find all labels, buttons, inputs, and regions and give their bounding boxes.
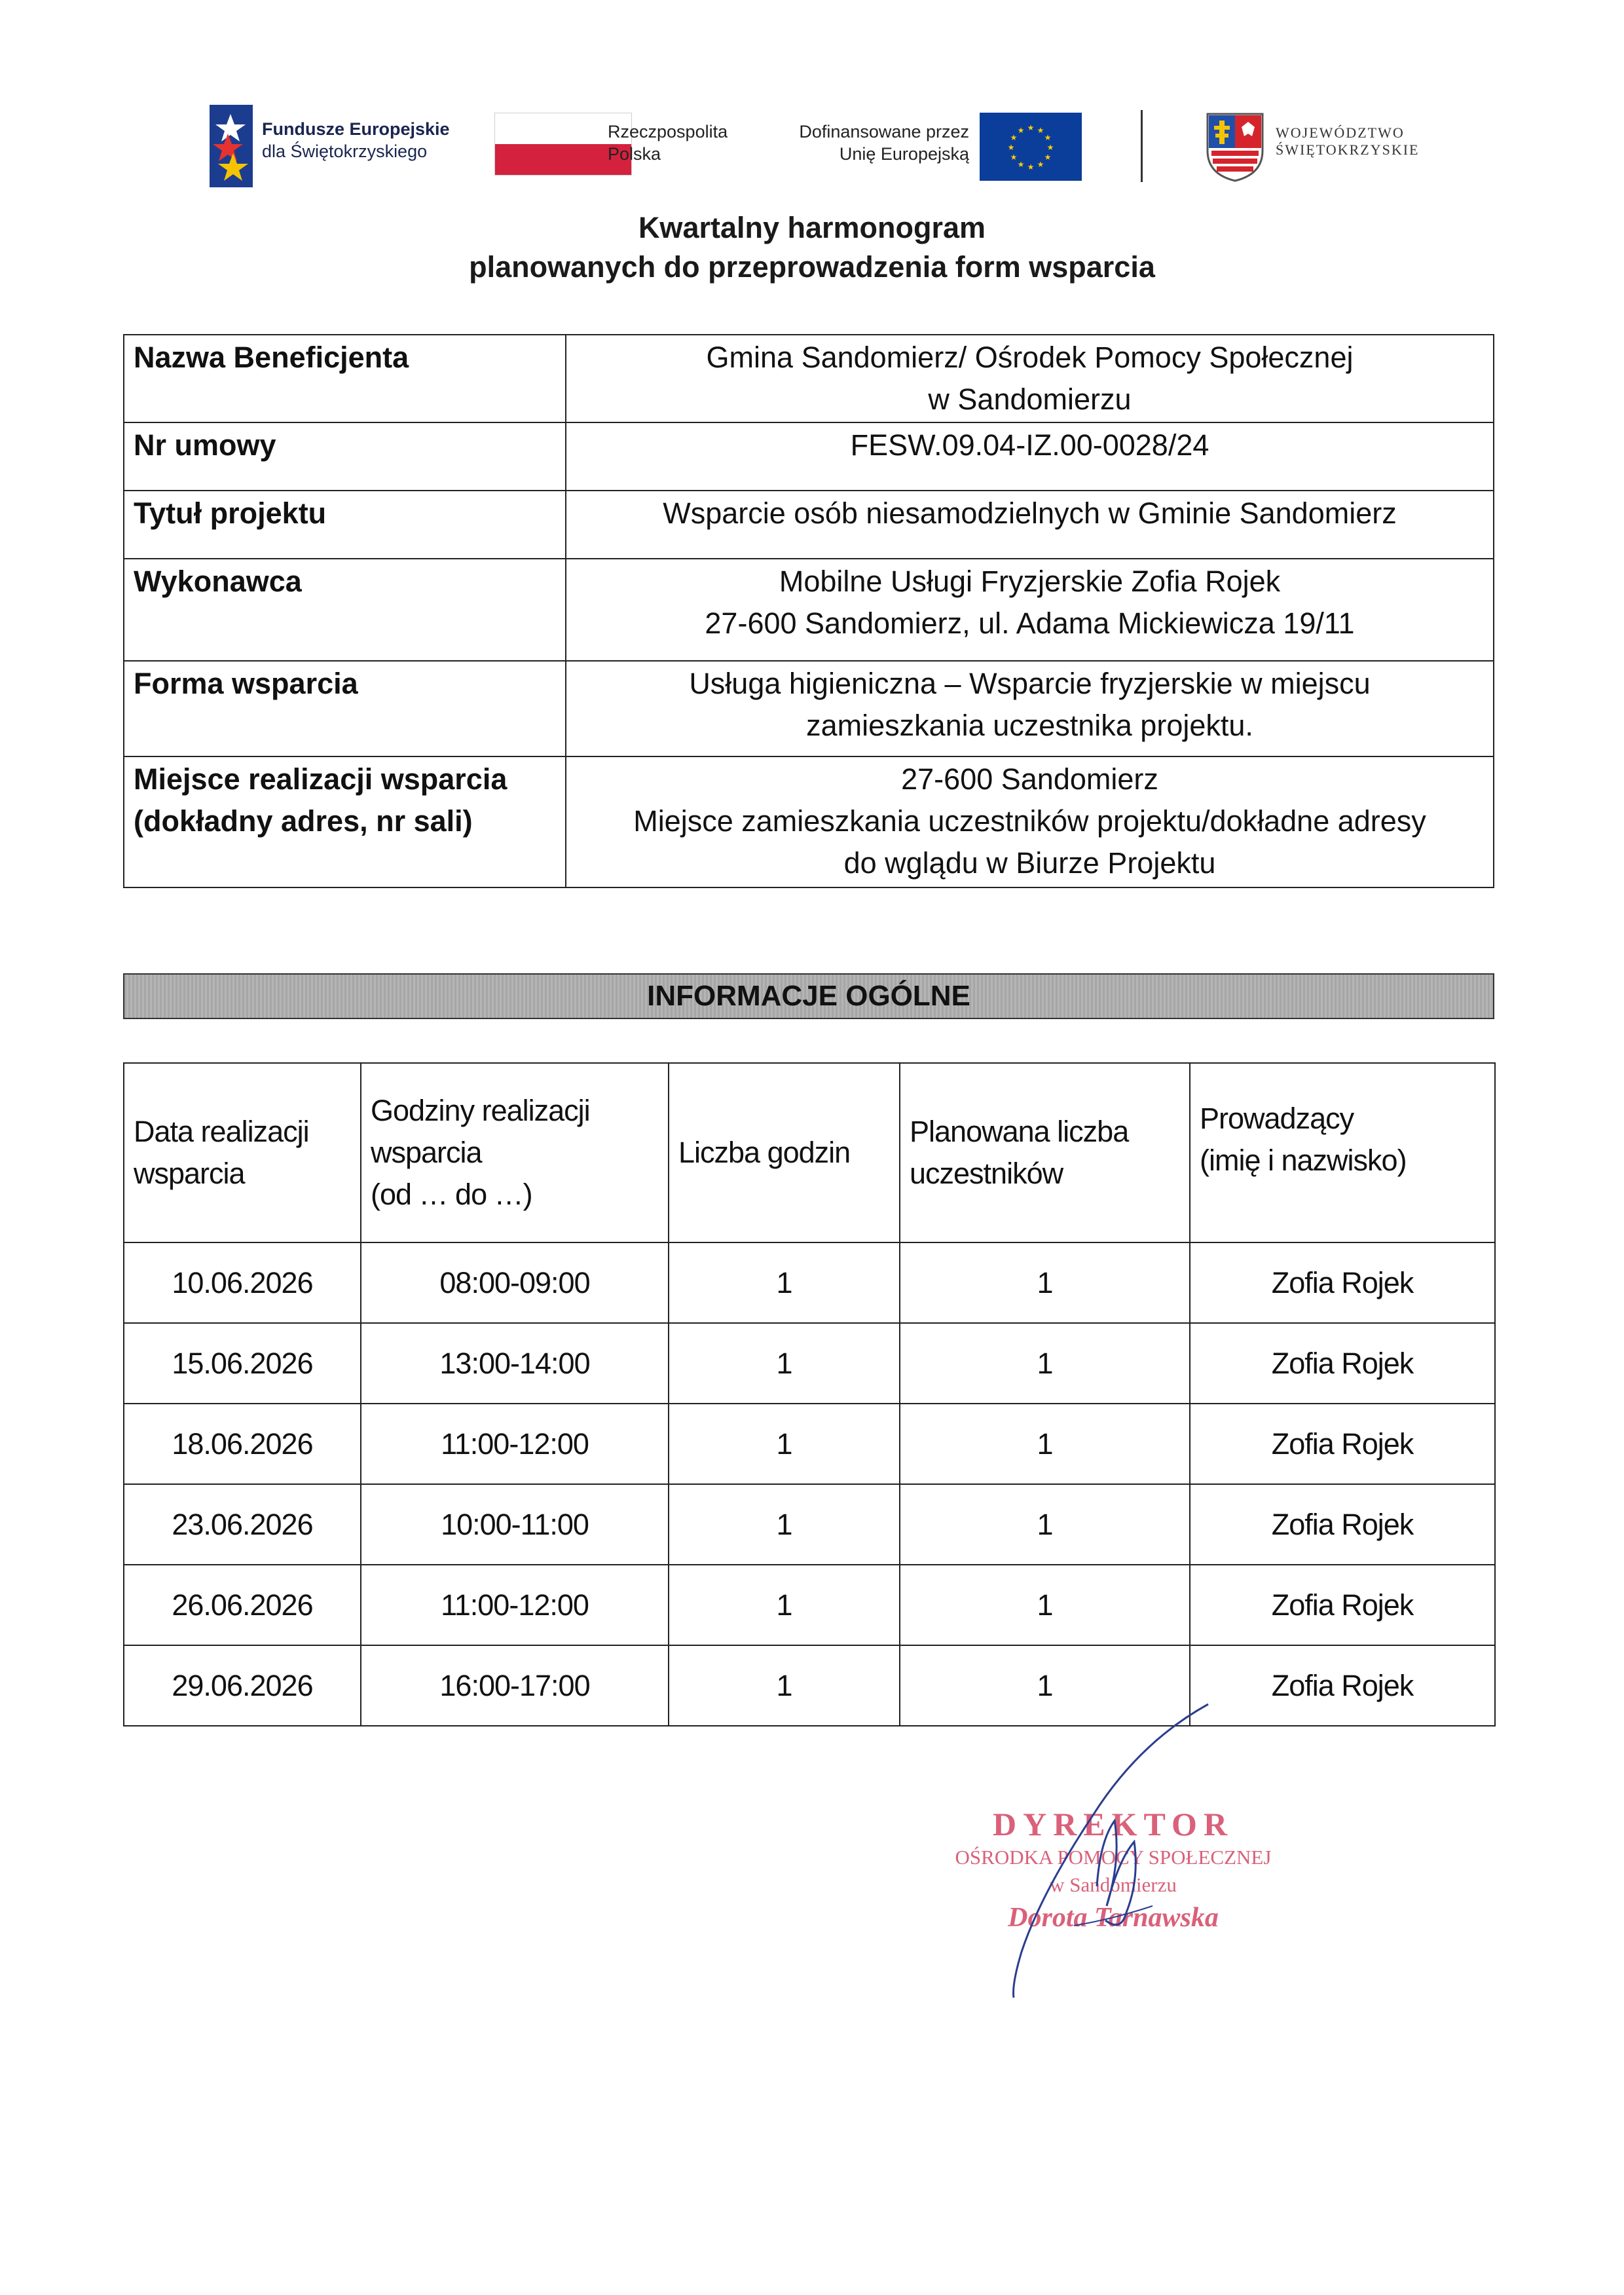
cell-participants: 1: [900, 1645, 1190, 1726]
eu-star-icon: ★: [1017, 160, 1025, 169]
cell-hours: 10:00-11:00: [361, 1484, 669, 1565]
cell-hours: 08:00-09:00: [361, 1242, 669, 1323]
schedule-row: [124, 1645, 1495, 1726]
info-row-contractor: [124, 559, 1494, 661]
schedule-table: [123, 1062, 1496, 1726]
cell-leader: Zofia Rojek: [1190, 1565, 1495, 1645]
director-stamp: DYREKTOR OŚRODKA POMOCY SPOŁECZNEJ w Sandomierzu Dorota Tarnawska: [955, 1806, 1272, 1933]
eu-star-icon: ★: [1044, 133, 1052, 142]
cell-date: 15.06.2026: [124, 1323, 361, 1404]
cell-hour-count: 1: [669, 1404, 900, 1484]
eu-star-icon: ★: [1027, 162, 1035, 172]
cell-leader: Zofia Rojek: [1190, 1242, 1495, 1323]
cell-date: 10.06.2026: [124, 1242, 361, 1323]
cell-hours: 11:00-12:00: [361, 1404, 669, 1484]
logo-bar: [196, 98, 1428, 190]
cell-participants: 1: [900, 1404, 1190, 1484]
cell-hour-count: 1: [669, 1565, 900, 1645]
fundusze-europejskie-logo-icon: [208, 102, 254, 189]
info-value: Gmina Sandomierz/ Ośrodek Pomocy Społecznej w Sandomierzu: [566, 335, 1494, 422]
info-label: Nr umowy: [124, 422, 566, 491]
cell-date: 23.06.2026: [124, 1484, 361, 1565]
info-row-support-form: [124, 661, 1494, 756]
cell-hours: 13:00-14:00: [361, 1323, 669, 1404]
cell-hour-count: 1: [669, 1645, 900, 1726]
schedule-row: [124, 1242, 1495, 1323]
eu-star-icon: ★: [1044, 153, 1052, 162]
schedule-row: [124, 1565, 1495, 1645]
cell-leader: Zofia Rojek: [1190, 1404, 1495, 1484]
cell-leader: Zofia Rojek: [1190, 1323, 1495, 1404]
eu-star-icon: ★: [1046, 143, 1054, 152]
col-header-date: Data realizacji wsparcia: [124, 1063, 361, 1242]
schedule-row: [124, 1484, 1495, 1565]
info-row-beneficiary: [124, 335, 1494, 422]
cell-hour-count: 1: [669, 1323, 900, 1404]
swietokrzyskie-crest-icon: [1205, 111, 1265, 182]
eu-star-icon: ★: [1007, 143, 1015, 152]
cell-participants: 1: [900, 1323, 1190, 1404]
eu-star-icon: ★: [1037, 160, 1044, 169]
col-header-participants: Planowana liczba uczestników: [900, 1063, 1190, 1242]
cell-leader: Zofia Rojek: [1190, 1645, 1495, 1726]
cell-date: 29.06.2026: [124, 1645, 361, 1726]
eu-star-icon: ★: [1017, 126, 1025, 135]
cell-participants: 1: [900, 1565, 1190, 1645]
cell-participants: 1: [900, 1242, 1190, 1323]
eu-funding-text: Dofinansowane przez Unię Europejską: [799, 122, 969, 164]
cell-date: 26.06.2026: [124, 1565, 361, 1645]
cell-hours: 16:00-17:00: [361, 1645, 669, 1726]
info-label: Tytuł projektu: [124, 491, 566, 559]
eu-flag-icon: [980, 113, 1082, 181]
eu-star-icon: ★: [1010, 133, 1018, 142]
project-info-table: [123, 334, 1494, 888]
section-header-general-info: INFORMACJE OGÓLNE: [123, 973, 1494, 1019]
info-row-location: [124, 756, 1494, 887]
info-value: Wsparcie osób niesamodzielnych w Gminie Sandomierz: [566, 491, 1494, 559]
rzeczpospolita-text: Rzeczpospolita Polska: [608, 122, 728, 164]
col-header-hour-count: Liczba godzin: [669, 1063, 900, 1242]
info-row-contract-number: [124, 422, 1494, 491]
schedule-row: [124, 1323, 1495, 1404]
document-title: Kwartalny harmonogram planowanych do przeprowadzenia form wsparcia: [469, 211, 1155, 284]
schedule-row: [124, 1404, 1495, 1484]
handwritten-signature: [943, 1690, 1244, 2004]
cell-leader: Zofia Rojek: [1190, 1484, 1495, 1565]
cell-hour-count: 1: [669, 1242, 900, 1323]
info-value: FESW.09.04-IZ.00-0028/24: [566, 422, 1494, 491]
logo-divider: [1141, 110, 1143, 182]
cell-hour-count: 1: [669, 1484, 900, 1565]
info-label: Nazwa Beneficjenta: [124, 335, 566, 422]
schedule-header-row: [124, 1063, 1495, 1242]
wojewodztwo-text: WOJEWÓDZTWO ŚWIĘTOKRZYSKIE: [1276, 124, 1420, 158]
eu-star-icon: ★: [1037, 126, 1044, 135]
info-label: Wykonawca: [124, 559, 566, 661]
info-label: Miejsce realizacji wsparcia (dokładny adres, nr sali): [124, 756, 566, 887]
cell-date: 18.06.2026: [124, 1404, 361, 1484]
info-row-project-title: [124, 491, 1494, 559]
cell-participants: 1: [900, 1484, 1190, 1565]
eu-star-icon: ★: [1027, 123, 1035, 132]
cell-hours: 11:00-12:00: [361, 1565, 669, 1645]
info-value: Mobilne Usługi Fryzjerskie Zofia Rojek 27-600 Sandomierz, ul. Adama Mickiewicza 19/11: [566, 559, 1494, 661]
info-value: 27-600 Sandomierz Miejsce zamieszkania uczestników projektu/dokładne adresy do wglądu w Biurze Projektu: [566, 756, 1494, 887]
eu-star-icon: ★: [1010, 153, 1018, 162]
col-header-hours: Godziny realizacji wsparcia (od … do …): [361, 1063, 669, 1242]
col-header-leader: Prowadzący (imię i nazwisko): [1190, 1063, 1495, 1242]
info-value: Usługa higieniczna – Wsparcie fryzjerskie w miejscu zamieszkania uczestnika projektu.: [566, 661, 1494, 756]
info-label: Forma wsparcia: [124, 661, 566, 756]
fundusze-europejskie-text: Fundusze Europejskie dla Świętokrzyskiego: [262, 119, 450, 161]
